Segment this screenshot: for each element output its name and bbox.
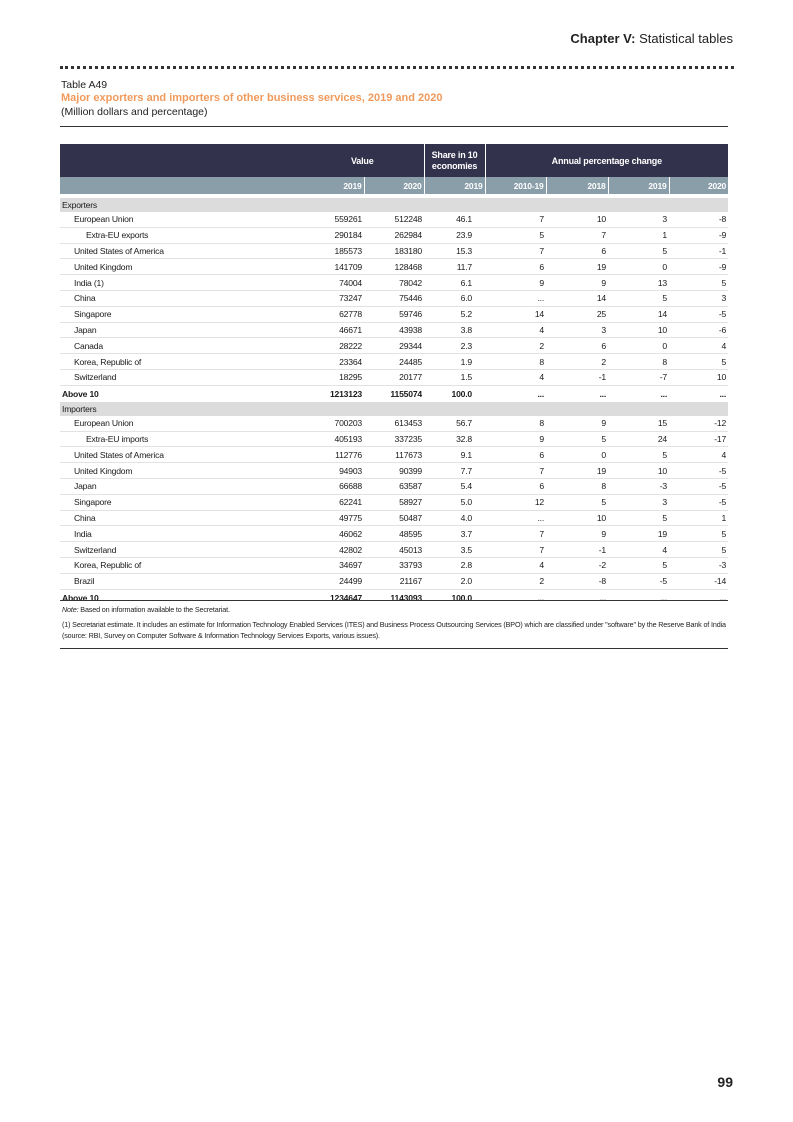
- cell-c2018: 10: [546, 510, 608, 526]
- cell-v2020: 33793: [364, 557, 424, 573]
- cell-c2019: 24: [608, 431, 669, 447]
- cell-c1019: 2: [485, 338, 546, 354]
- cell-c2020: -5: [669, 494, 728, 510]
- cell-share: 46.1: [424, 212, 485, 227]
- cell-v2019: 46062: [301, 526, 364, 542]
- cell-share: 4.0: [424, 510, 485, 526]
- row-name: China: [60, 290, 301, 306]
- cell-v2020: 78042: [364, 275, 424, 291]
- table-row: [60, 431, 728, 447]
- table-row: [60, 478, 728, 494]
- cell-c2018: -2: [546, 557, 608, 573]
- note-line: [62, 604, 728, 616]
- cell-share: 2.8: [424, 557, 485, 573]
- row-name: Japan: [60, 322, 301, 338]
- cell-c2019: 0: [608, 259, 669, 275]
- cell-v2020: 90399: [364, 463, 424, 479]
- cell-share: 2.0: [424, 573, 485, 589]
- cell-v2019: 23364: [301, 354, 364, 370]
- row-name: Above 10: [62, 592, 99, 603]
- cell-c2019: 10: [608, 463, 669, 479]
- table-row: [60, 259, 728, 275]
- cell-v2020: 75446: [364, 290, 424, 306]
- notes-top-rule: [60, 600, 728, 601]
- cell-c1019: 7: [485, 542, 546, 558]
- cell-v2019: 62241: [301, 494, 364, 510]
- cell-c2019: 13: [608, 275, 669, 291]
- cell-share: 2.3: [424, 338, 485, 354]
- header-blank: [60, 144, 301, 177]
- table-label: Table A49: [61, 79, 108, 91]
- cell-c2020: 10: [669, 369, 728, 385]
- cell-c2020: ...: [719, 388, 727, 399]
- table-row: [60, 416, 728, 431]
- cell-share: 5.2: [424, 306, 485, 322]
- cell-c2020: 5: [669, 526, 728, 542]
- row-name: Extra-EU imports: [60, 431, 301, 447]
- cell-share: 6.1: [424, 275, 485, 291]
- row-name: India (1): [60, 275, 301, 291]
- table-row: [60, 463, 728, 479]
- cell-v2019: 112776: [301, 447, 364, 463]
- table-title: Major exporters and importers of other business services, 2019 and 2020: [61, 92, 443, 104]
- table-row: [60, 322, 728, 338]
- cell-v2019: 141709: [301, 259, 364, 275]
- cell-v2019: 34697: [301, 557, 364, 573]
- row-name: Canada: [60, 338, 301, 354]
- table-row: [60, 354, 728, 370]
- cell-v2020: 1143093: [390, 592, 423, 603]
- table-row: [60, 227, 728, 243]
- cell-c2020: -14: [669, 573, 728, 589]
- header-row-years: [60, 177, 728, 194]
- row-name: United Kingdom: [60, 259, 301, 275]
- cell-v2020: 613453: [364, 416, 424, 431]
- cell-v2019: 49775: [301, 510, 364, 526]
- row-name: United States of America: [60, 447, 301, 463]
- table-row: [60, 526, 728, 542]
- cell-v2020: 24485: [364, 354, 424, 370]
- cell-v2019: 700203: [301, 416, 364, 431]
- cell-share: 11.7: [424, 259, 485, 275]
- cell-v2019: 74004: [301, 275, 364, 291]
- row-name: European Union: [60, 416, 301, 431]
- cell-c1019: 9: [485, 431, 546, 447]
- cell-v2019: 46671: [301, 322, 364, 338]
- cell-c2019: 5: [608, 447, 669, 463]
- cell-c1019: 12: [485, 494, 546, 510]
- cell-share: 32.8: [424, 431, 485, 447]
- cell-v2019: 62778: [301, 306, 364, 322]
- cell-v2020: 183180: [364, 243, 424, 259]
- table-row: [60, 306, 728, 322]
- table-row: [60, 447, 728, 463]
- cell-c1019: 5: [485, 227, 546, 243]
- row-name: Brazil: [60, 573, 301, 589]
- cell-c1019: ...: [485, 290, 546, 306]
- cell-c2019: 5: [608, 243, 669, 259]
- cell-c2018: 5: [546, 494, 608, 510]
- cell-c2020: -12: [669, 416, 728, 431]
- header-year: 2010-19: [485, 177, 546, 194]
- footnote: (1) Secretariat estimate. It includes an estimate for Information Technology Enabled Services (ITES) and Business Process Outsourcing Services (BPO) which are classified under "software" by the Reserve Bank of India (source: RBI, Survey on Computer Software & Information Technology Services Exports, various issues).: [62, 619, 726, 640]
- cell-c2018: 14: [546, 290, 608, 306]
- cell-c2020: 4: [669, 447, 728, 463]
- cell-c2020: 5: [669, 354, 728, 370]
- table-units: (Million dollars and percentage): [61, 106, 208, 118]
- cell-c2020: -5: [669, 463, 728, 479]
- cell-c1019: 9: [485, 275, 546, 291]
- cell-c2019: -5: [608, 573, 669, 589]
- cell-c2018: 9: [546, 416, 608, 431]
- table-row: [60, 338, 728, 354]
- chapter-header: [570, 31, 733, 46]
- cell-c2018: 3: [546, 322, 608, 338]
- cell-c2019: 14: [608, 306, 669, 322]
- row-name: United States of America: [60, 243, 301, 259]
- cell-c2020: 1: [669, 510, 728, 526]
- cell-v2019: 1234647: [329, 592, 362, 603]
- cell-c1019: 2: [485, 573, 546, 589]
- statistics-table: [60, 144, 728, 606]
- cell-c2020: -3: [669, 557, 728, 573]
- chapter-title: Statistical tables: [639, 31, 733, 46]
- cell-c1019: 6: [485, 259, 546, 275]
- cell-share: 1.9: [424, 354, 485, 370]
- cell-v2020: 512248: [364, 212, 424, 227]
- cell-v2020: 43938: [364, 322, 424, 338]
- cell-c1019: 14: [485, 306, 546, 322]
- cell-c2019: 4: [608, 542, 669, 558]
- table-top-rule: [60, 126, 728, 127]
- cell-c1019: 7: [485, 243, 546, 259]
- cell-share: 7.7: [424, 463, 485, 479]
- cell-c2020: 4: [669, 338, 728, 354]
- cell-c2019: -7: [608, 369, 669, 385]
- cell-v2020: 117673: [364, 447, 424, 463]
- cell-c2019: ...: [660, 388, 668, 399]
- row-name: Extra-EU exports: [60, 227, 301, 243]
- cell-v2019: 42802: [301, 542, 364, 558]
- cell-c2019: 5: [608, 290, 669, 306]
- cell-c2020: -6: [669, 322, 728, 338]
- cell-v2020: 63587: [364, 478, 424, 494]
- cell-c2019: 5: [608, 557, 669, 573]
- cell-c1019: 8: [485, 354, 546, 370]
- cell-c1019: ...: [537, 592, 545, 603]
- section-label: Exporters: [60, 198, 728, 212]
- table-row: [60, 494, 728, 510]
- table-row: [60, 369, 728, 385]
- cell-v2020: 337235: [364, 431, 424, 447]
- cell-c1019: 4: [485, 369, 546, 385]
- cell-c2018: 19: [546, 259, 608, 275]
- table-row: [60, 243, 728, 259]
- cell-c2018: ...: [599, 592, 607, 603]
- cell-v2019: 94903: [301, 463, 364, 479]
- section-row: [60, 198, 728, 212]
- cell-c2018: 9: [546, 275, 608, 291]
- cell-c2020: -9: [669, 227, 728, 243]
- cell-c2019: 1: [608, 227, 669, 243]
- row-name: India: [60, 526, 301, 542]
- cell-c2018: -1: [546, 542, 608, 558]
- cell-v2019: 559261: [301, 212, 364, 227]
- total-row: [60, 385, 728, 402]
- table-row: [60, 290, 728, 306]
- cell-v2019: 185573: [301, 243, 364, 259]
- row-name: Korea, Republic of: [60, 354, 301, 370]
- table-row: [60, 542, 728, 558]
- cell-c1019: 4: [485, 557, 546, 573]
- note-label: Note:: [62, 605, 79, 614]
- cell-c2018: 10: [546, 212, 608, 227]
- cell-c2019: 5: [608, 510, 669, 526]
- chapter-label: Chapter V:: [570, 31, 636, 46]
- cell-c2018: ...: [599, 388, 607, 399]
- cell-c2020: -1: [669, 243, 728, 259]
- cell-share: 5.4: [424, 478, 485, 494]
- cell-c1019: ...: [537, 388, 545, 399]
- cell-c2020: -8: [669, 212, 728, 227]
- cell-v2020: 45013: [364, 542, 424, 558]
- cell-share: 56.7: [424, 416, 485, 431]
- table-row: [60, 557, 728, 573]
- cell-share: 5.0: [424, 494, 485, 510]
- cell-v2020: 20177: [364, 369, 424, 385]
- cell-c1019: ...: [485, 510, 546, 526]
- cell-c2019: 3: [608, 212, 669, 227]
- row-name: United Kingdom: [60, 463, 301, 479]
- cell-c2018: -8: [546, 573, 608, 589]
- table-row: [60, 212, 728, 227]
- cell-c2019: 0: [608, 338, 669, 354]
- cell-c1019: 4: [485, 322, 546, 338]
- cell-v2020: 262984: [364, 227, 424, 243]
- cell-c1019: 6: [485, 447, 546, 463]
- header-year: 2018: [546, 177, 608, 194]
- cell-share: 9.1: [424, 447, 485, 463]
- dotted-divider: [60, 66, 734, 69]
- page-number: 99: [717, 1074, 733, 1090]
- cell-share: 6.0: [424, 290, 485, 306]
- cell-share: 100.0: [451, 388, 473, 399]
- cell-c2019: 15: [608, 416, 669, 431]
- cell-c1019: 7: [485, 463, 546, 479]
- header-year: 2019: [608, 177, 669, 194]
- cell-c2018: 0: [546, 447, 608, 463]
- cell-c2020: -17: [669, 431, 728, 447]
- cell-v2020: 58927: [364, 494, 424, 510]
- cell-share: 3.8: [424, 322, 485, 338]
- cell-c2019: -3: [608, 478, 669, 494]
- cell-v2020: 128468: [364, 259, 424, 275]
- cell-v2019: 66688: [301, 478, 364, 494]
- cell-v2019: 1213123: [329, 388, 362, 399]
- cell-v2020: 50487: [364, 510, 424, 526]
- cell-c1019: 7: [485, 526, 546, 542]
- cell-c2019: ...: [660, 592, 668, 603]
- cell-c2018: 7: [546, 227, 608, 243]
- cell-v2019: 290184: [301, 227, 364, 243]
- cell-c2018: 9: [546, 526, 608, 542]
- row-name: Above 10: [62, 388, 99, 399]
- cell-c2018: 2: [546, 354, 608, 370]
- cell-c2020: -5: [669, 478, 728, 494]
- cell-share: 15.3: [424, 243, 485, 259]
- cell-v2020: 21167: [364, 573, 424, 589]
- section-label: Importers: [60, 402, 728, 416]
- table-row: [60, 510, 728, 526]
- row-name: European Union: [60, 212, 301, 227]
- row-name: Singapore: [60, 306, 301, 322]
- table-body: [60, 194, 728, 606]
- cell-v2020: 48595: [364, 526, 424, 542]
- cell-v2020: 1155074: [390, 388, 423, 399]
- note-text: Based on information available to the Secretariat.: [80, 605, 230, 614]
- cell-c2018: -1: [546, 369, 608, 385]
- cell-share: 3.5: [424, 542, 485, 558]
- header-year: 2020: [364, 177, 424, 194]
- cell-c2020: 3: [669, 290, 728, 306]
- table-row: [60, 275, 728, 291]
- cell-c2019: 19: [608, 526, 669, 542]
- cell-c1019: 8: [485, 416, 546, 431]
- cell-c2020: 5: [669, 542, 728, 558]
- cell-share: 1.5: [424, 369, 485, 385]
- row-name: Switzerland: [60, 542, 301, 558]
- header-share: Share in 10 economies: [424, 144, 485, 177]
- header-row-main: [60, 144, 728, 177]
- cell-share: 3.7: [424, 526, 485, 542]
- row-name: Korea, Republic of: [60, 557, 301, 573]
- row-name: China: [60, 510, 301, 526]
- header-year: 2020: [669, 177, 728, 194]
- cell-c1019: 6: [485, 478, 546, 494]
- cell-c2018: 5: [546, 431, 608, 447]
- cell-c2020: ...: [719, 592, 727, 603]
- cell-c2018: 6: [546, 243, 608, 259]
- row-name: Japan: [60, 478, 301, 494]
- cell-share: 100.0: [451, 592, 473, 603]
- cell-c2018: 6: [546, 338, 608, 354]
- header-years-blank: [60, 177, 301, 194]
- cell-v2020: 29344: [364, 338, 424, 354]
- cell-c2018: 25: [546, 306, 608, 322]
- cell-c2019: 8: [608, 354, 669, 370]
- cell-c2018: 8: [546, 478, 608, 494]
- row-name: Singapore: [60, 494, 301, 510]
- header-year: 2019: [424, 177, 485, 194]
- header-year: 2019: [301, 177, 364, 194]
- row-name: Switzerland: [60, 369, 301, 385]
- cell-v2019: 18295: [301, 369, 364, 385]
- table-row: [60, 573, 728, 589]
- header-annual-change: Annual percentage change: [485, 144, 728, 177]
- cell-v2019: 28222: [301, 338, 364, 354]
- cell-c2019: 10: [608, 322, 669, 338]
- cell-c2019: 3: [608, 494, 669, 510]
- cell-v2019: 405193: [301, 431, 364, 447]
- header-value: Value: [301, 144, 424, 177]
- cell-share: 23.9: [424, 227, 485, 243]
- cell-c2020: -5: [669, 306, 728, 322]
- section-row: [60, 402, 728, 416]
- notes-bottom-rule: [60, 648, 728, 649]
- notes: [62, 604, 728, 642]
- cell-c1019: 7: [485, 212, 546, 227]
- cell-v2019: 24499: [301, 573, 364, 589]
- cell-c2020: 5: [669, 275, 728, 291]
- cell-v2019: 73247: [301, 290, 364, 306]
- cell-c2018: 19: [546, 463, 608, 479]
- cell-c2020: -9: [669, 259, 728, 275]
- cell-v2020: 59746: [364, 306, 424, 322]
